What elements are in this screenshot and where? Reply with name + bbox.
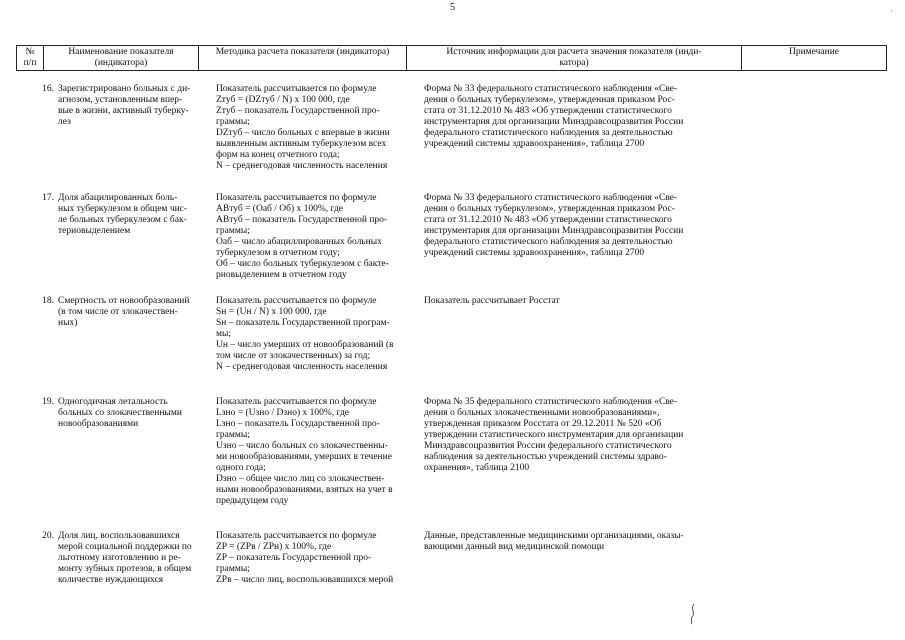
information-source-line: учреждений системы здравоохранения», таблица 2700 — [424, 248, 645, 258]
calculation-method-line: туберкулезом в отчетном году; — [216, 248, 340, 258]
row-number: 19. — [42, 397, 54, 407]
calculation-method-line: Sн – показатель Государственной програм- — [216, 318, 390, 328]
scan-mark: · — [890, 6, 893, 16]
information-source-line: Минздравсоцразвития России федерального статистического — [424, 441, 672, 451]
calculation-method-line: Oб – число больных туберкулезом с бакте- — [216, 259, 389, 269]
calculation-method-line: DZтуб – число больных с впервые в жизни — [216, 128, 390, 138]
information-source-line: дения о больных туберкулезом», утвержденная приказом Рос- — [424, 204, 675, 214]
calculation-method-line: Показатель рассчитывается по формуле — [216, 193, 377, 203]
row-number: 16. — [42, 84, 54, 94]
calculation-method-line: ZP = (ZPв / ZPн) x 100%, где — [216, 542, 332, 552]
calculation-method-line: форм на конец отчетного года; — [216, 150, 340, 160]
calculation-method-line: ными новообразованиями, взятых на учет в — [216, 485, 393, 495]
calculation-method-line: граммы; — [216, 226, 250, 236]
indicator-name-line: Зарегистрировано больных с ди- — [58, 84, 191, 94]
calculation-method-line: ABтуб = (Oаб / Oб) x 100%, где — [216, 204, 343, 214]
information-source-line: Форма № 33 федерального статистического наблюдения «Све- — [424, 193, 678, 203]
calculation-method-line: Lзно = (Uзно / Dзно) x 100%, где — [216, 408, 349, 418]
indicator-name — [58, 531, 212, 586]
indicator-name — [58, 84, 212, 128]
information-source-line: вающими данный вид медицинской помощи — [424, 542, 605, 552]
table-header — [16, 45, 887, 71]
header-method: Методика расчета показателя (индикатора) — [199, 46, 407, 71]
handwritten-mark — [688, 603, 698, 625]
information-source — [424, 531, 720, 553]
calculation-method-line: граммы; — [216, 117, 250, 127]
calculation-method-line: риовыделением в отчетном году — [216, 270, 347, 280]
information-source-line: наблюдения за деятельностью учреждений системы здраво- — [424, 452, 667, 462]
calculation-method-line: граммы; — [216, 564, 250, 574]
header-source: Источник информации для расчета значения показателя (инди- катора) — [407, 46, 742, 71]
header-num: № п/п — [17, 46, 44, 71]
calculation-method-line: граммы; — [216, 430, 250, 440]
calculation-method-line: Lзно – показатель Государственной про- — [216, 419, 380, 429]
information-source-line: инструментария для организации Минздравсоцразвития России — [424, 117, 684, 127]
calculation-method-line: ZPв – число лиц, воспользовавшихся мерой — [216, 575, 394, 585]
row-number: 20. — [42, 531, 54, 541]
calculation-method — [216, 397, 420, 507]
calculation-method-line: Показатель рассчитывается по формуле — [216, 397, 377, 407]
calculation-method-line: выявленным активным туберкулезом всех — [216, 139, 387, 149]
header-note: Примечание — [742, 46, 887, 71]
information-source-line: утверждении статистического инструментария для организации — [424, 430, 684, 440]
calculation-method-line: ми новообразованиями, умерших в течение — [216, 452, 392, 462]
calculation-method-line: Показатель рассчитывается по формуле — [216, 531, 377, 541]
calculation-method-line: предыдущем году — [216, 496, 289, 506]
information-source — [424, 397, 720, 474]
calculation-method — [216, 193, 420, 281]
indicator-name-line: ле больных туберкулезом с бак- — [58, 215, 187, 225]
calculation-method-line: N – среднегодовая численность населения — [216, 161, 388, 171]
indicator-name-line: ных туберкулезом в общем чис- — [58, 204, 188, 214]
calculation-method — [216, 84, 420, 172]
indicator-name-line: новообразованиями — [58, 419, 139, 429]
information-source — [424, 296, 720, 307]
calculation-method — [216, 296, 420, 373]
indicator-name-line: лез — [58, 117, 71, 127]
information-source-line: Показатель рассчитывает Росстат — [424, 296, 560, 306]
calculation-method-line: ABтуб – показатель Государственной про- — [216, 215, 388, 225]
information-source-line: дения о больных туберкулезом», утвержденная приказом Рос- — [424, 95, 675, 105]
information-source — [424, 193, 720, 259]
indicator-name-line: вые в жизни, активный туберку- — [58, 106, 189, 116]
information-source-line: стата от 31.12.2010 № 483 «Об утверждении статистического — [424, 106, 672, 116]
indicator-name-line: больных со злокачественными — [58, 408, 182, 418]
calculation-method-line: Показатель рассчитывается по формуле — [216, 84, 377, 94]
information-source-line: Форма № 33 федерального статистического наблюдения «Све- — [424, 84, 678, 94]
calculation-method-line: ZP – показатель Государственной про- — [216, 553, 372, 563]
calculation-method-line: Zтуб – показатель Государственной про- — [216, 106, 380, 116]
information-source-line: Данные, представленные медицинскими организациями, оказы- — [424, 531, 684, 541]
indicator-name-line: мерой социальной поддержки по — [58, 542, 192, 552]
calculation-method-line: Uзно – число больных со злокачественны- — [216, 441, 388, 451]
indicator-name-line: Доля абацилированных боль- — [58, 193, 178, 203]
calculation-method-line: Oаб – число абациллированных больных — [216, 237, 382, 247]
indicator-name-line: агнозом, установленным впер- — [58, 95, 183, 105]
calculation-method-line: Zтуб = (DZтуб / N) x 100 000, где — [216, 95, 350, 105]
indicator-name-line: количестве нуждающихся — [58, 575, 164, 585]
row-number: 18. — [42, 296, 54, 306]
information-source-line: федерального статистического наблюдения за деятельностью — [424, 237, 673, 247]
indicator-name-line: льготному изготовлению и ре- — [58, 553, 181, 563]
calculation-method-line: N – среднегодовая численность населения — [216, 362, 388, 372]
indicator-name-line: Смертность от новообразований — [58, 296, 190, 306]
indicator-name-line: (в том числе от злокачествен- — [58, 307, 178, 317]
information-source-line: федерального статистического наблюдения за деятельностью — [424, 128, 673, 138]
row-number: 17. — [42, 193, 54, 203]
information-source-line: учреждений системы здравоохранения», таблица 2700 — [424, 139, 645, 149]
indicator-name-line: ных) — [58, 318, 78, 328]
page-number: 5 — [450, 2, 455, 13]
calculation-method-line: том числе от злокачественных) за год; — [216, 351, 371, 361]
header-name: Наименование показателя (индикатора) — [44, 46, 199, 71]
information-source-line: охранения», таблица 2100 — [424, 463, 530, 473]
indicator-name-line: Доля лиц, воспользовавшихся — [58, 531, 180, 541]
indicator-name — [58, 296, 212, 329]
information-source — [424, 84, 720, 150]
calculation-method-line: Uн – число умерших от новообразований (в — [216, 340, 394, 350]
information-source-line: Форма № 35 федерального статистического наблюдения «Све- — [424, 397, 678, 407]
indicator-name — [58, 397, 212, 430]
calculation-method-line: Sн = (Uн / N) x 100 000, где — [216, 307, 327, 317]
calculation-method-line: Dзно – общее число лиц со злокачествен- — [216, 474, 385, 484]
information-source-line: стата от 31.12.2010 № 483 «Об утверждении статистического — [424, 215, 672, 225]
indicator-name — [58, 193, 212, 237]
calculation-method-line: Показатель рассчитывается по формуле — [216, 296, 377, 306]
indicator-name-line: Одногодичная летальность — [58, 397, 168, 407]
indicator-name-line: териовыделением — [58, 226, 131, 236]
information-source-line: инструментария для организации Минздравсоцразвития России — [424, 226, 684, 236]
information-source-line: дения о больных злокачественными новообразованиями», — [424, 408, 660, 418]
calculation-method-line: мы; — [216, 329, 232, 339]
information-source-line: утвержденная приказом Росстата от 29.12.2011 № 520 «Об — [424, 419, 662, 429]
indicator-name-line: монту зубных протезов, в общем — [58, 564, 192, 574]
calculation-method — [216, 531, 420, 586]
calculation-method-line: одного года; — [216, 463, 266, 473]
